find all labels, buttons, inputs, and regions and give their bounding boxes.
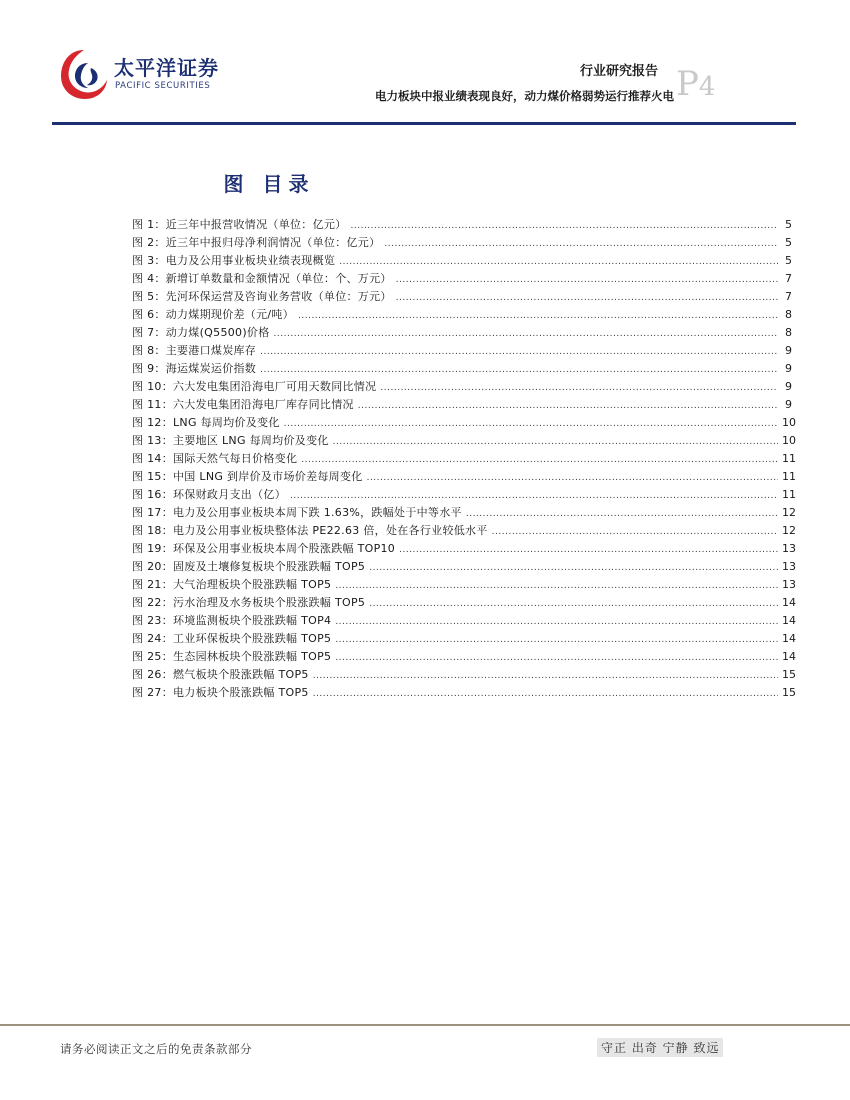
toc-entry-page: 12: [782, 524, 796, 537]
toc-entry-page: 9: [785, 344, 792, 357]
toc-entry-label: 图 5：先河环保运营及咨询业务营收（单位：万元）: [132, 290, 392, 303]
toc-entry-page: 10: [782, 434, 796, 447]
toc-entry-page: 8: [785, 308, 792, 321]
toc-leader-dots: [466, 509, 778, 519]
toc-entry-page: 14: [782, 596, 796, 609]
toc-leader-dots: [351, 221, 779, 231]
toc-entry-page: 11: [782, 452, 796, 465]
toc-leader-dots: [260, 347, 778, 357]
toc-leader-dots: [396, 275, 778, 285]
toc-entry-page: 8: [785, 326, 792, 339]
toc-entry-label: 图 16：环保财政月支出（亿）: [132, 488, 286, 501]
toc-entry-page: 5: [785, 254, 792, 267]
toc-entry[interactable]: [132, 576, 796, 594]
page-letter: P: [676, 64, 699, 104]
toc-leader-dots: [384, 239, 778, 249]
toc-entry-page: 11: [782, 470, 796, 483]
toc-entry-label: 图 24：工业环保板块个股涨跌幅 TOP5: [132, 632, 332, 645]
toc-entry-label: 图 20：固废及土壤修复板块个股涨跌幅 TOP5: [132, 560, 366, 573]
toc-leader-dots: [274, 329, 778, 339]
toc-title: [0, 168, 850, 197]
toc-entry[interactable]: [132, 396, 792, 414]
logo-english-name: PACIFIC SECURITIES: [115, 81, 211, 91]
toc-entry[interactable]: [132, 504, 796, 522]
toc-entry-page: 14: [782, 614, 796, 627]
toc-entry[interactable]: [132, 234, 792, 252]
toc-entry[interactable]: [132, 306, 792, 324]
toc-entry-label: 图 13：主要地区 LNG 每周均价及变化: [132, 434, 329, 447]
toc-entry[interactable]: [132, 432, 796, 450]
toc-entry-label: 图 15：中国 LNG 到岸价及市场价差每周变化: [132, 470, 363, 483]
header-divider: [52, 122, 796, 125]
footer-motto: 守正 出奇 宁静 致远: [597, 1038, 723, 1057]
toc-leader-dots: [399, 545, 778, 555]
toc-entry-page: 11: [782, 488, 796, 501]
toc-leader-dots: [369, 563, 778, 573]
toc-entry-label: 图 7：动力煤(Q5500)价格: [132, 326, 270, 339]
toc-entry-page: 7: [785, 272, 792, 285]
toc-entry-page: 7: [785, 290, 792, 303]
toc-entry-label: 图 11：六大发电集团沿海电厂库存同比情况: [132, 398, 354, 411]
toc-leader-dots: [335, 635, 778, 645]
toc-entry[interactable]: [132, 522, 796, 540]
toc-entry-label: 图 26：燃气板块个股涨跌幅 TOP5: [132, 668, 309, 681]
toc-entry-label: 图 3：电力及公用事业板块业绩表现概览: [132, 254, 336, 267]
toc-leader-dots: [290, 491, 778, 501]
toc-entry-page: 9: [785, 398, 792, 411]
toc-entry-page: 14: [782, 632, 796, 645]
toc-entry[interactable]: [132, 630, 796, 648]
toc-entry[interactable]: [132, 288, 792, 306]
toc-entry-label: 图 14：国际天然气每日价格变化: [132, 452, 298, 465]
toc-leader-dots: [335, 581, 778, 591]
toc-entry[interactable]: [132, 612, 796, 630]
toc-leader-dots: [284, 419, 778, 429]
toc-entry-label: 图 18：电力及公用事业板块整体法 PE22.63 倍，处在各行业较低水平: [132, 524, 488, 537]
toc-entry-page: 9: [785, 362, 792, 375]
logo-emblem-icon: [58, 46, 110, 102]
toc-entry[interactable]: [132, 360, 792, 378]
toc-entry-label: 图 27：电力板块个股涨跌幅 TOP5: [132, 686, 309, 699]
toc-entry[interactable]: [132, 252, 792, 270]
toc-entry[interactable]: [132, 216, 792, 234]
toc-entry-label: 图 25：生态园林板块个股涨跌幅 TOP5: [132, 650, 332, 663]
toc-entry-label: 图 1：近三年中报营收情况（单位：亿元）: [132, 218, 347, 231]
toc-entry[interactable]: [132, 468, 796, 486]
footer-disclaimer: 请务必阅读正文之后的免责条款部分: [60, 1042, 252, 1056]
toc-entry-page: 14: [782, 650, 796, 663]
toc-leader-dots: [313, 689, 778, 699]
toc-entry[interactable]: [132, 558, 796, 576]
footer-divider: [0, 1024, 850, 1026]
page-number: [676, 64, 715, 104]
toc-entry-page: 5: [785, 218, 792, 231]
toc-entry-page: 15: [782, 668, 796, 681]
toc-leader-dots: [335, 653, 778, 663]
toc-entry-label: 图 12：LNG 每周均价及变化: [132, 416, 280, 429]
report-type: 行业研究报告: [579, 64, 658, 79]
toc-entry[interactable]: [132, 324, 792, 342]
toc-leader-dots: [333, 437, 778, 447]
company-logo: [58, 46, 228, 102]
toc-entry-label: 图 8：主要港口煤炭库存: [132, 344, 257, 357]
page-number-digit: 4: [698, 72, 716, 102]
toc-entry-label: 图 19：环保及公用事业板块本周个股涨跌幅 TOP10: [132, 542, 396, 555]
toc-entry[interactable]: [132, 684, 796, 702]
toc-entry-page: 10: [782, 416, 796, 429]
toc-entry-label: 图 23：环境监测板块个股涨跌幅 TOP4: [132, 614, 332, 627]
toc-entry[interactable]: [132, 540, 796, 558]
toc-leader-dots: [396, 293, 778, 303]
toc-entry[interactable]: [132, 270, 792, 288]
logo-chinese-name: 太平洋证券: [114, 56, 219, 80]
toc-entry-page: 5: [785, 236, 792, 249]
toc-leader-dots: [358, 401, 778, 411]
toc-leader-dots: [313, 671, 778, 681]
toc-entry-label: 图 17：电力及公用事业板块本周下跌 1.63%，跌幅处于中等水平: [132, 506, 462, 519]
toc-leader-dots: [492, 527, 778, 537]
toc-entry-label: 图 4：新增订单数量和金额情况（单位：个、万元）: [132, 272, 392, 285]
toc-entry[interactable]: [132, 414, 796, 432]
toc-leader-dots: [298, 311, 778, 321]
toc-entry-label: 图 22：污水治理及水务板块个股涨跌幅 TOP5: [132, 596, 366, 609]
toc-entry-label: 图 9：海运煤炭运价指数: [132, 362, 257, 375]
toc-leader-dots: [380, 383, 778, 393]
toc-entry[interactable]: [132, 666, 796, 684]
toc-entry[interactable]: [132, 486, 796, 504]
toc-entry[interactable]: [132, 342, 792, 360]
toc-entry-page: 12: [782, 506, 796, 519]
toc-leader-dots: [339, 257, 778, 267]
figure-table-of-contents: [132, 216, 796, 702]
toc-entry-page: 9: [785, 380, 792, 393]
toc-leader-dots: [301, 455, 778, 465]
toc-entry-page: 13: [782, 578, 796, 591]
toc-entry[interactable]: [132, 450, 796, 468]
toc-entry-page: 15: [782, 686, 796, 699]
toc-entry[interactable]: [132, 378, 792, 396]
toc-entry-page: 13: [782, 542, 796, 555]
toc-entry[interactable]: [132, 594, 796, 612]
toc-title-text: 图 目录: [223, 172, 315, 196]
toc-entry[interactable]: [132, 648, 796, 666]
toc-leader-dots: [335, 617, 778, 627]
toc-entry-label: 图 10：六大发电集团沿海电厂可用天数同比情况: [132, 380, 377, 393]
toc-entry-label: 图 21：大气治理板块个股涨跌幅 TOP5: [132, 578, 332, 591]
toc-leader-dots: [260, 365, 778, 375]
toc-leader-dots: [369, 599, 778, 609]
toc-entry-label: 图 2：近三年中报归母净利润情况（单位：亿元）: [132, 236, 381, 249]
toc-leader-dots: [367, 473, 778, 483]
toc-entry-page: 13: [782, 560, 796, 573]
toc-entry-label: 图 6：动力煤期现价差（元/吨）: [132, 308, 294, 321]
report-subtitle: 电力板块中报业绩表现良好，动力煤价格弱势运行推荐火电: [375, 89, 674, 103]
